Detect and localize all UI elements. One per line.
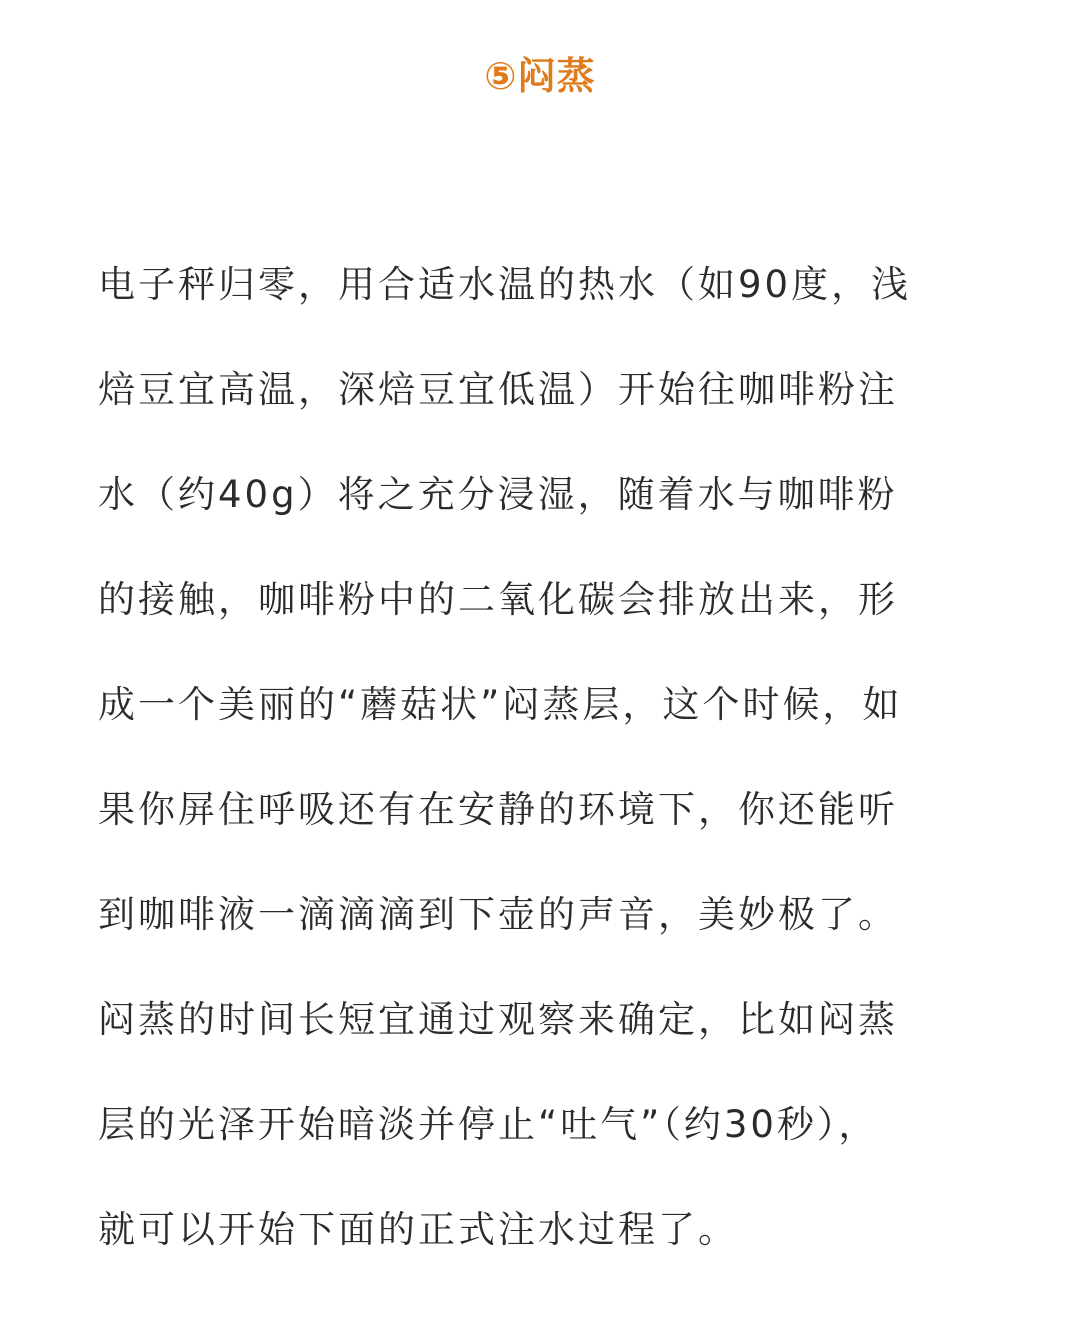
paragraph-line: 电子秤归零，用合适水温的热水（如90度，浅 [98, 263, 912, 306]
paragraph-line: 闷蒸的时间长短宜通过观察来确定，比如闷蒸 [98, 998, 898, 1041]
paragraph-line: 的接触，咖啡粉中的二氧化碳会排放出来，形 [98, 578, 898, 621]
paragraph-line: 水（约40g）将之充分浸湿，随着水与咖啡粉 [98, 473, 898, 516]
paragraph-line: 成一个美丽的“蘑菇状”闷蒸层，这个时候，如 [98, 683, 903, 726]
paragraph-line: 到咖啡液一滴滴滴到下壶的声音，美妙极了。 [98, 893, 898, 936]
paragraph-line: 果你屏住呼吸还有在安静的环境下，你还能听 [98, 788, 898, 831]
paragraph-line: 就可以开始下面的正式注水过程了。 [98, 1208, 738, 1251]
paragraph-line: 层的光泽开始暗淡并停止“吐气”（约30秒）， [98, 1103, 879, 1146]
section-heading: ⑤闷蒸 [484, 54, 596, 98]
paragraph-line: 焙豆宜高温，深焙豆宜低温）开始往咖啡粉注 [98, 368, 898, 411]
article-paragraph [98, 232, 988, 1282]
